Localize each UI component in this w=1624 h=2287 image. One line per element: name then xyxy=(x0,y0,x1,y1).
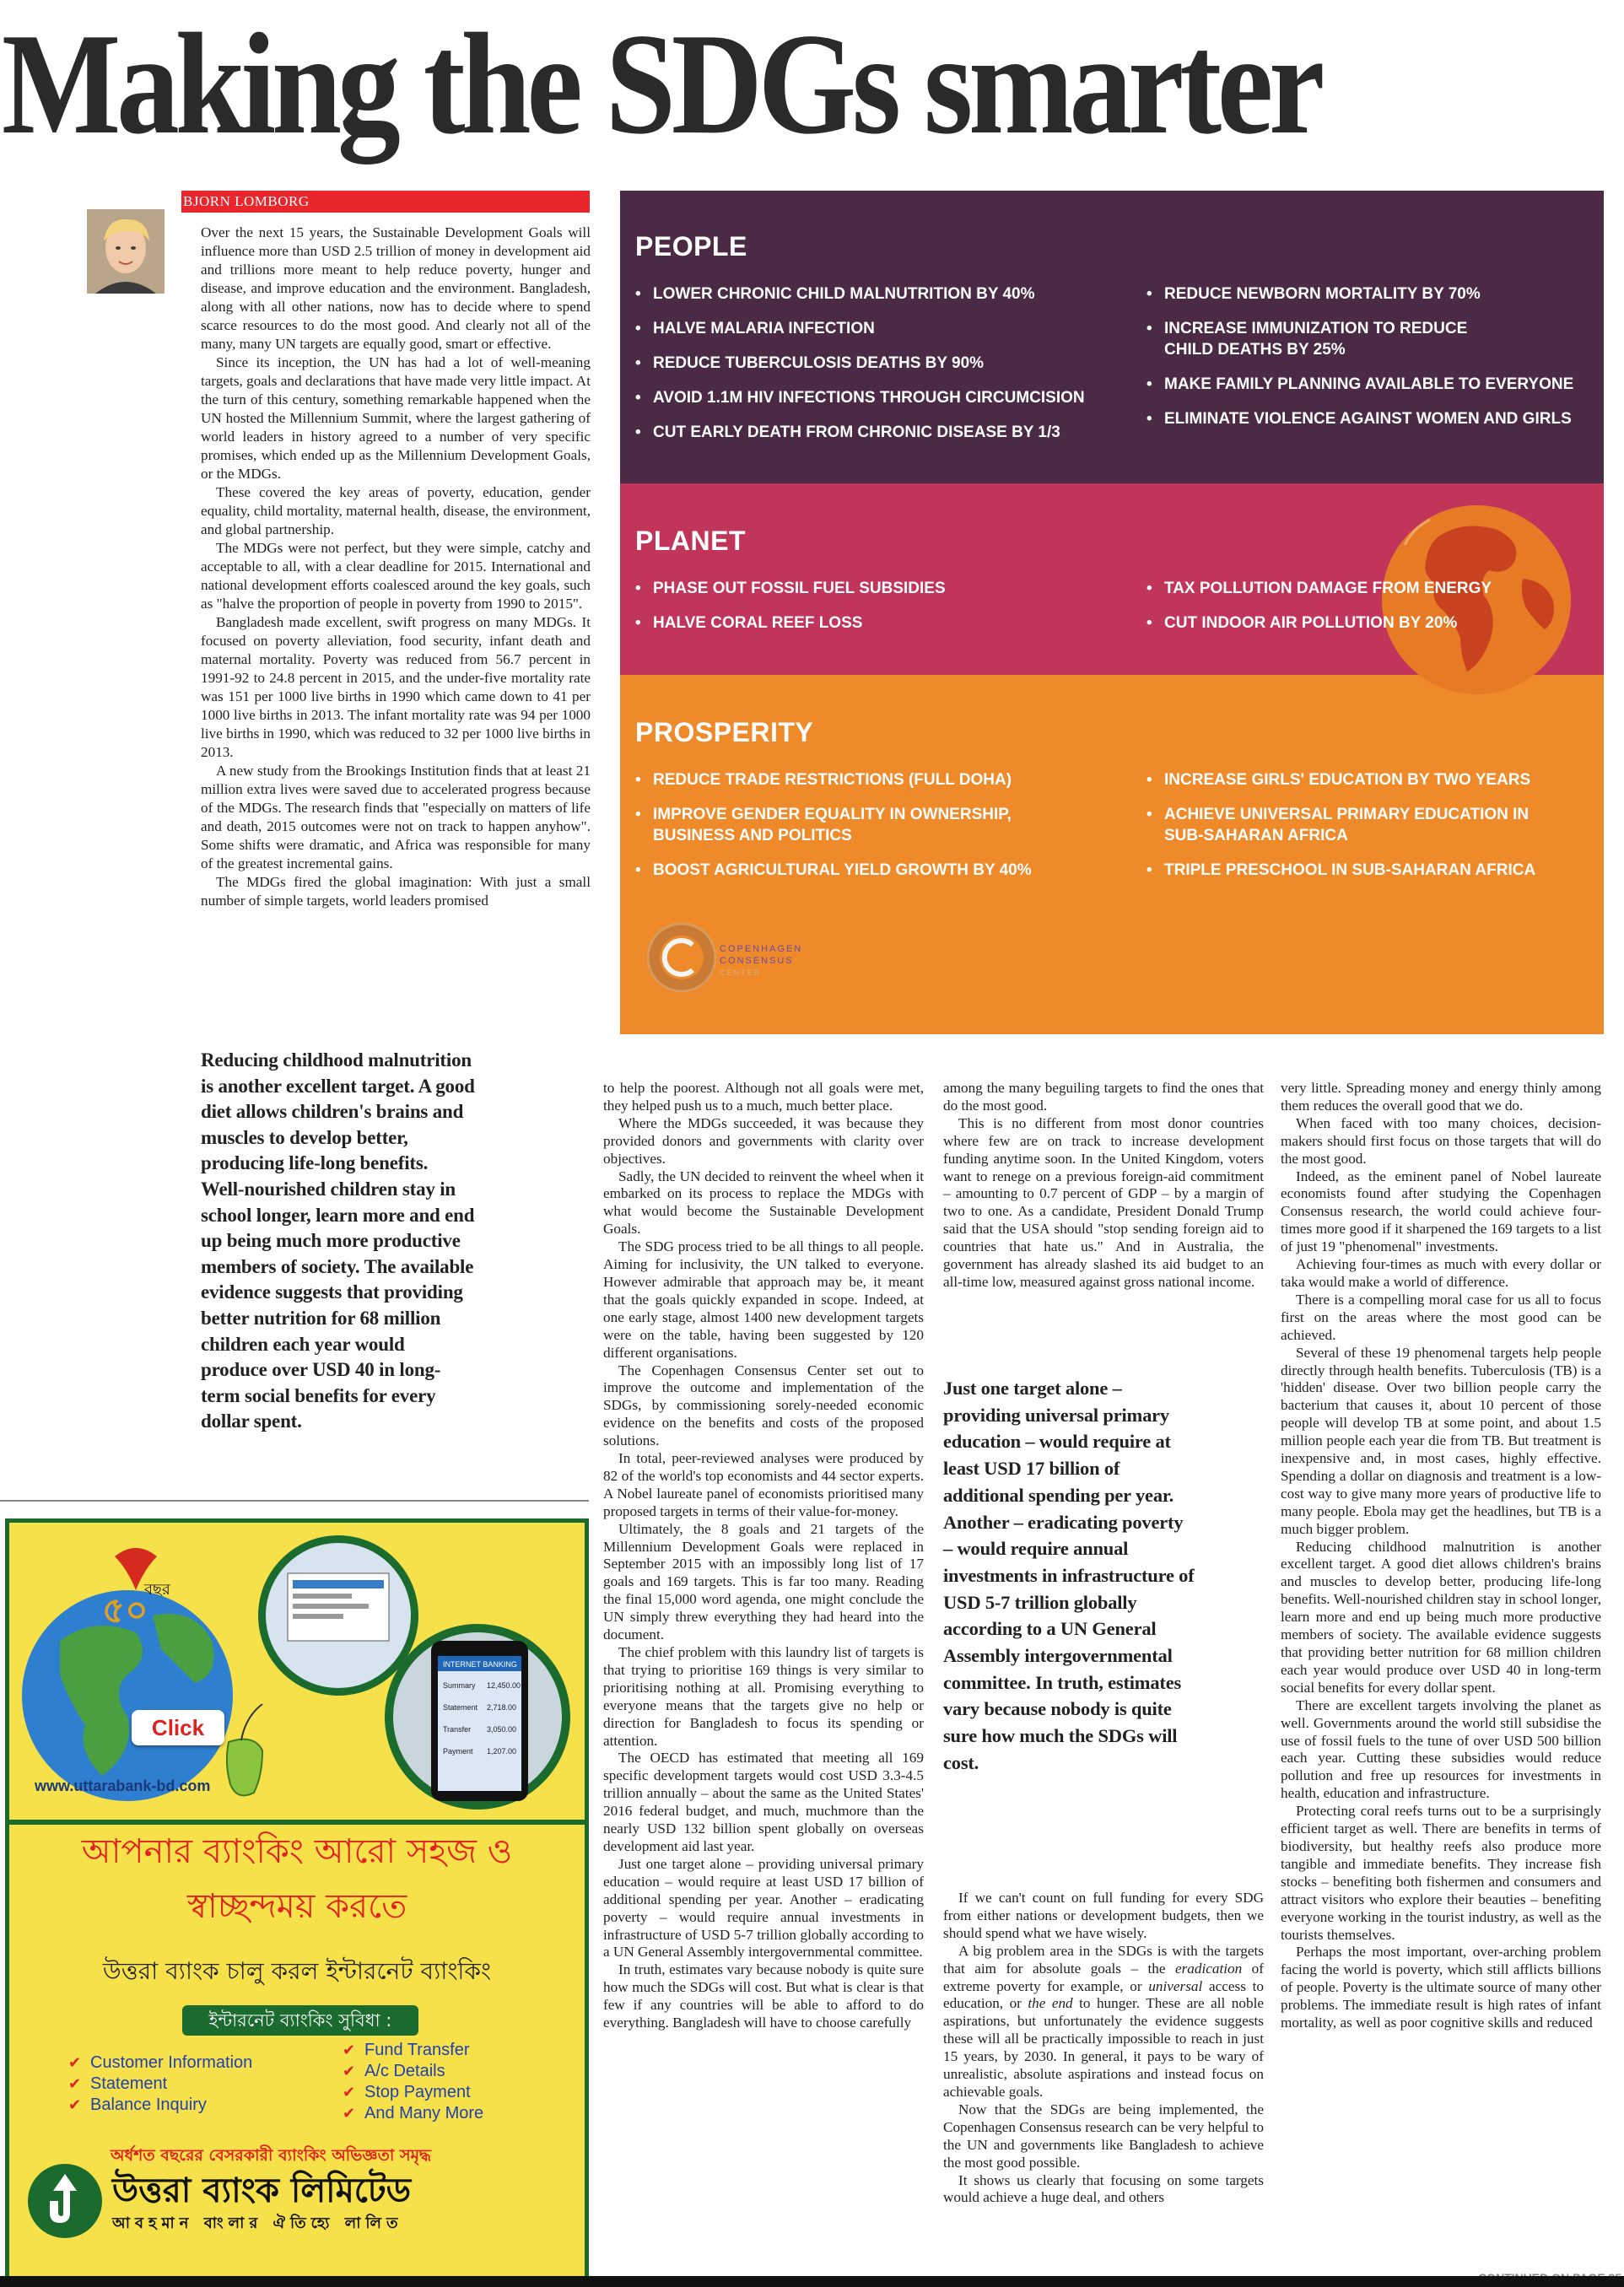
paragraph: Over the next 15 years, the Sustainable Development Goals will influence more than USD 2.5 trillion of money in development aid and trillions more meant to help reduce poverty, hunger and disease, and improve education and the environment. Bangladesh, along with all other nations, now has to decide where to spend scarce resources to do the most good. And clearly not all of the many, many UN targets are equally good, smart or effective. xyxy=(201,224,591,352)
anniversary-number: ৫০ xyxy=(102,1589,148,1631)
screen-amount: 12,450.00 xyxy=(487,1681,521,1690)
prosperity-list-right xyxy=(1147,769,1551,894)
screen-amount: 3,050.00 xyxy=(487,1725,517,1734)
paragraph: The MDGs were not perfect, but they were simple, catchy and acceptable to all, with a clear deadline for 2015. International and national development efforts coalesced around the key goals, such as "halve the proportion of people in poverty from 1990 to 2015". xyxy=(201,540,591,612)
paragraph: to help the poorest. Although not all goals were met, they helped push us to a much, much better place. xyxy=(603,1080,924,1114)
uttara-bank-ad[interactable] xyxy=(5,1518,589,2280)
phone-brand: INTERNET BANKING xyxy=(443,1660,517,1669)
list-item: • MAKE FAMILY PLANNING AVAILABLE TO EVERYONE xyxy=(1147,374,1585,395)
paragraph: The Copenhagen Consensus Center set out to improve the outcome and implementation of the SDGs, by commissioning sorely-needed economic evidence on the benefits and costs of the proposed solutions. xyxy=(603,1362,924,1449)
feature-item: ✔ Customer Information xyxy=(68,2052,252,2074)
click-button[interactable]: Click xyxy=(132,1710,224,1745)
paragraph: among the many beguiling targets to find the ones that do the most good. xyxy=(943,1080,1264,1114)
planet-list-left xyxy=(635,578,1125,647)
screen-amount: 1,207.00 xyxy=(487,1747,517,1756)
paragraph: The SDG process tried to be all things to all people. Aiming for inclusivity, the UN talked to everyone. However admirable that approach may be, it meant that the goals quickly expanded in scope. Indeed, at one early stage, almost 1400 new development targets were on the table, having been suggested by 120 different organisations. xyxy=(603,1238,924,1361)
paragraph: A new study from the Brookings Institution finds that at least 21 million extra lives were saved due to accelerated progress because of the MDGs. The research finds that "especially on matters of life and death, 2015 outcomes were not on track to happen anyhow". Some shifts were dramatic, and Africa was responsible for many of the greatest incremental gains. xyxy=(201,763,591,871)
list-item: • AVOID 1.1M HIV INFECTIONS THROUGH CIRCUMCISION xyxy=(635,387,1125,408)
list-item: • PHASE OUT FOSSIL FUEL SUBSIDIES xyxy=(635,578,1125,599)
article-column-3-top xyxy=(943,1080,1264,1292)
screen-label: Payment xyxy=(443,1747,473,1756)
copenhagen-consensus-logo xyxy=(644,920,829,995)
paragraph: very little. Spreading money and energy thinly among them reduces the overall good that we do. xyxy=(1281,1080,1601,1114)
pull-quote-costs: Just one target alone – providing universal primary education – would require at least USD 17 billion of additional spending per year. Another – eradicating poverty – would require annual investments in infrastructure of USD 5-7 trillion globally according to a UN General Assembly intergovernmental committee. In truth, estimates vary because nobody is quite sure how much the SDGs will cost. xyxy=(943,1378,1195,1773)
ad-divider xyxy=(9,1820,585,1825)
screen-label: Summary xyxy=(443,1681,476,1690)
list-item: • TAX POLLUTION DAMAGE FROM ENERGY xyxy=(1147,578,1585,599)
feature-item: ✔ Fund Transfer xyxy=(343,2040,483,2061)
paragraph: Just one target alone – providing universal primary education – would require at least USD 17 billion of additional spending per year. Another – eradicating poverty – would require annual investments in infrastructure of USD 5-7 trillion globally according to a UN General Assembly intergovernmental committee. xyxy=(603,1855,924,1961)
author-photo xyxy=(87,209,165,294)
list-item: • BOOST AGRICULTURAL YIELD GROWTH BY 40% xyxy=(635,860,1040,881)
bank-name: উত্তরা ব্যাংক লিমিটেড xyxy=(112,2171,412,2210)
logo-word: COPENHAGEN xyxy=(720,944,803,954)
list-item: • TRIPLE PRESCHOOL IN SUB-SAHARAN AFRICA xyxy=(1147,860,1551,881)
paragraph: If we can't count on full funding for every SDG from either nations or development budgets, then we should spend what we have wisely. xyxy=(943,1890,1264,1941)
paragraph: This is no different from most donor countries where few are on track to increase development funding anytime soon. In the United Kingdom, voters want to renege on a previous foreign-aid commitment – amounting to 0.7 percent of GDP – by a margin of two to one. As a candidate, President Donald Trump said that the USA should "stop sending foreign aid to countries that hate us." And in Australia, the government has already slashed its aid budget to an all-time low, measured against gross national income. xyxy=(943,1114,1264,1290)
people-list-left xyxy=(635,283,1125,456)
section-divider xyxy=(0,1500,589,1502)
paragraph: Now that the SDGs are being implemented, the Copenhagen Consensus research can be very helpful to the UN and governments like Bangladesh to achieve the most good possible. xyxy=(943,2101,1264,2171)
screen-amount: 2,718.00 xyxy=(487,1703,517,1712)
paragraph: It shows us clearly that focusing on some targets would achieve a huge deal, and others xyxy=(943,2171,1264,2206)
ad-features-heading: ইন্টারনেট ব্যাংকিং সুবিধা : xyxy=(182,2005,418,2036)
paragraph: The OECD has estimated that meeting all 169 specific development targets would cost USD 3.3-4.5 trillion annually – about the same as the United States' 2016 federal budget, and much, muchmore than the nearly USD 132 billion spent globally on overseas development aid last year. xyxy=(603,1750,924,1854)
ad-tagline: অর্ধশত বছরের বেসরকারী ব্যাংকিং অভিজ্ঞতা সমৃদ্ধ xyxy=(111,2146,431,2165)
ad-subheadline: উত্তরা ব্যাংক চালু করল ইন্টারনেট ব্যাংকিং xyxy=(102,1957,492,1985)
list-item: • REDUCE TUBERCULOSIS DEATHS BY 90% xyxy=(635,353,1125,374)
list-item: • CUT EARLY DEATH FROM CHRONIC DISEASE BY 1/3 xyxy=(635,422,1125,443)
feature-item: ✔ Statement xyxy=(68,2074,252,2095)
pull-quote-nutrition: Reducing childhood malnutrition is another excellent target. A good diet allows children's brains and muscles to develop better, producing life-long benefits. Well-nourished children stay in school longer, learn more and end up being much more productive members of society. The available evidence suggests that providing better nutrition for 68 million children each year would produce over USD 40 in long-term social benefits for every dollar spent. xyxy=(201,1049,475,1432)
list-item: • IMPROVE GENDER EQUALITY IN OWNERSHIP, BUSINESS AND POLITICS xyxy=(635,804,1040,846)
feature-item: ✔ Stop Payment xyxy=(343,2082,483,2103)
prosperity-list-left xyxy=(635,769,1040,894)
paragraph: Sadly, the UN decided to reinvent the wheel when it embarked on its process to replace the MDGs with what would become the Sustainable Development Goals. xyxy=(603,1168,924,1238)
list-item: • ELIMINATE VIOLENCE AGAINST WOMEN AND GIRLS xyxy=(1147,408,1585,429)
planet-list-right xyxy=(1147,578,1585,647)
paragraph: Since its inception, the UN has had a lot of well-meaning targets, goals and declarations that have made very little impact. At the turn of this century, something remarkable happened when the UN hosted the Millennium Summit, where the largest gathering of world leaders in history agreed to a number of very specific promises, which ended up as the Millennium Development Goals, or the MDGs. xyxy=(201,354,591,482)
list-item: • HALVE MALARIA INFECTION xyxy=(635,318,1125,339)
paragraph: Achieving four-times as much with every dollar or taka would make a world of difference. xyxy=(1281,1256,1601,1290)
bank-url-link[interactable]: www.uttarabank-bd.com xyxy=(35,1777,211,1794)
ad-visual xyxy=(9,1523,585,1818)
paragraph: Perhaps the most important, over-arching problem facing the world is poverty, which still afflicts billions of people. Poverty is the ultimate source of many other problems. The immediate result is high rates of infant mortality, as well as poor cognitive skills and reduced xyxy=(1281,1944,1601,2031)
screen-label: Transfer xyxy=(443,1725,472,1734)
paragraph: There is a compelling moral case for us all to focus first on the areas where the most good can be achieved. xyxy=(1281,1291,1601,1343)
article-column-4 xyxy=(1281,1080,1601,2032)
article-column-3-bottom xyxy=(943,1890,1264,2207)
people-title: PEOPLE xyxy=(635,231,747,262)
paragraph: Bangladesh made excellent, swift progress on many MDGs. It focused on poverty alleviation, food security, infant death and maternal mortality. Poverty was reduced from 56.7 percent in 1991-92 to 24.8 percent in 2015, and the under-five mortality rate was 151 per 1000 live births in 1990 which came down to 41 per 1000 live births in 2013. The infant mortality rate was 94 per 1000 live births in 1990, which was reduced to 32 per 1000 live births in 2013. xyxy=(201,614,591,760)
list-item: • HALVE CORAL REEF LOSS xyxy=(635,612,1125,634)
list-item: • ACHIEVE UNIVERSAL PRIMARY EDUCATION IN SUB-SAHARAN AFRICA xyxy=(1147,804,1551,846)
paragraph: Protecting coral reefs turns out to be a surprisingly efficient target as well. There are benefits in terms of biodiversity, but healthy reefs also produce more tangible and immediate benefits. They increase fish stocks – benefiting both fishermen and consumers and attract visitors who explore their beauties – benefiting everyone working in the tourist industry, as well as the tourists themselves. xyxy=(1281,1803,1601,1943)
ad-features-left xyxy=(68,2052,252,2116)
bank-motto: আবহমান বাংলার ঐতিহ্যে লালিত xyxy=(112,2214,403,2232)
byline: BJORN LOMBORG xyxy=(181,191,590,213)
ad-headline-line2: স্বাচ্ছন্দময় করতে xyxy=(186,1887,407,1926)
paragraph: When faced with too many choices, decision-makers should first focus on those targets that will do the most good. xyxy=(1281,1114,1601,1167)
planet-title: PLANET xyxy=(635,526,746,556)
logo-word: CONSENSUS xyxy=(720,956,794,966)
list-item: • CUT INDOOR AIR POLLUTION BY 20% xyxy=(1147,612,1585,634)
paragraph: Ultimately, the 8 goals and 21 targets of the Millennium Development Goals were replaced in September 2015 with an impossibly long list of 17 goals and 169 targets. This is far too many. Reading the final 15,000 word agenda, one might conclude the UN simply threw everything they had heard into the document. xyxy=(603,1520,924,1643)
people-band xyxy=(620,191,1604,483)
paragraph: In truth, estimates vary because nobody is quite sure how much the SDGs will cost. But what is clear is that few if any countries will be able to afford to do everything. Bangladesh will have to choose carefully xyxy=(603,1961,924,2031)
uttara-bank-logo-icon xyxy=(26,2162,104,2240)
ad-illustration xyxy=(9,1523,585,1818)
paragraph: Several of these 19 phenomenal targets help people directly through health benefits. Tuberculosis (TB) is a 'hidden' disease. Over two billion people carry the bacterium that causes it, about 10 percent of those people will develop TB at some point, and about 1.5 million people each year die from TB. But treatment is inexpensive and, in most cases, highly effective. Spending a dollar on diagnosis and treatment is a low-cost way to give many more years of productive life to many people. Ebola may get the headlines, but TB is a much bigger problem. xyxy=(1281,1344,1601,1537)
ad-features-right xyxy=(343,2040,483,2124)
paragraph: The chief problem with this laundry list of targets is that trying to prioritise 169 things is very similar to prioritising nothing at all. Promising everything to everyone means that the targets give no help or direction for Bangladesh to focus its spending or attention. xyxy=(603,1644,924,1749)
logo-word: CENTER xyxy=(720,968,762,977)
prosperity-title: PROSPERITY xyxy=(635,717,814,747)
ad-headline-line1: আপনার ব্যাংকিং আরো সহজ ও xyxy=(81,1832,513,1871)
list-item: • REDUCE TRADE RESTRICTIONS (FULL DOHA) xyxy=(635,769,1040,790)
list-item: • LOWER CHRONIC CHILD MALNUTRITION BY 40% xyxy=(635,283,1125,305)
feature-item: ✔ A/c Details xyxy=(343,2061,483,2082)
paragraph: A big problem area in the SDGs is with the targets that aim for absolute goals – the eradication of extreme poverty for example, or universal access to education, or the end to hunger. These are all noble aspirations, but unfortunately the evidence suggests these will all be practically impossible to reach in just 15 years, by 2030. In general, it pays to be wary of unrealistic, absolute aspirations and instead focus on achievable goals. xyxy=(943,1942,1264,2100)
paragraph: Reducing childhood malnutrition is another excellent target. A good diet allows children's brains and muscles to develop better, producing life-long benefits. Well-nourished children stay in school longer, learn more and end up being much more productive members of society. The available evidence suggests that providing better nutrition for 68 million children each year would produce over USD 40 in long-term social benefits for every dollar spent. xyxy=(1281,1538,1601,1696)
list-item: • INCREASE GIRLS' EDUCATION BY TWO YEARS xyxy=(1147,769,1551,790)
paragraph: Indeed, as the eminent panel of Nobel laureate economists found after studying the Copenhagen Consensus research, the world could achieve four-times more good if it sharpened the 169 targets to a list of just 19 "phenomenal" investments. xyxy=(1281,1168,1601,1255)
article-column-1 xyxy=(201,224,591,910)
paragraph: The MDGs fired the global imagination: With just a small number of simple targets, world leaders promised xyxy=(201,874,591,909)
list-item: • REDUCE NEWBORN MORTALITY BY 70% xyxy=(1147,283,1585,305)
feature-item: ✔ Balance Inquiry xyxy=(68,2095,252,2116)
paragraph: Where the MDGs succeeded, it was because they provided donors and governments with clarity over objectives. xyxy=(603,1114,924,1167)
screen-label: Statement xyxy=(443,1703,478,1712)
feature-item: ✔ And Many More xyxy=(343,2103,483,2124)
paragraph: In total, peer-reviewed analyses were produced by 82 of the world's top economists and 44 sector experts. A Nobel laureate panel of economists prioritised many proposed targets in terms of their value-for-money. xyxy=(603,1450,924,1519)
people-list-right xyxy=(1147,283,1585,443)
anniversary-word: বছর xyxy=(144,1581,170,1599)
article-column-2 xyxy=(603,1080,924,2032)
headline: Making the SDGs smarter xyxy=(2,4,1321,165)
list-item: • INCREASE IMMUNIZATION TO REDUCE CHILD DEATHS BY 25% xyxy=(1147,318,1501,360)
page-footer-bar xyxy=(0,2276,1624,2287)
paragraph: There are excellent targets involving the planet as well. Governments around the world still subsidise the use of fossil fuels to the tune of over USD 500 billion each year. Cutting these subsidies would reduce pollution and free up resources for investments in health, education and infrastructure. xyxy=(1281,1696,1601,1802)
paragraph: These covered the key areas of poverty, education, gender equality, child mortality, maternal health, disease, the environment, and global partnership. xyxy=(201,484,591,537)
author-portrait-icon xyxy=(87,209,165,294)
